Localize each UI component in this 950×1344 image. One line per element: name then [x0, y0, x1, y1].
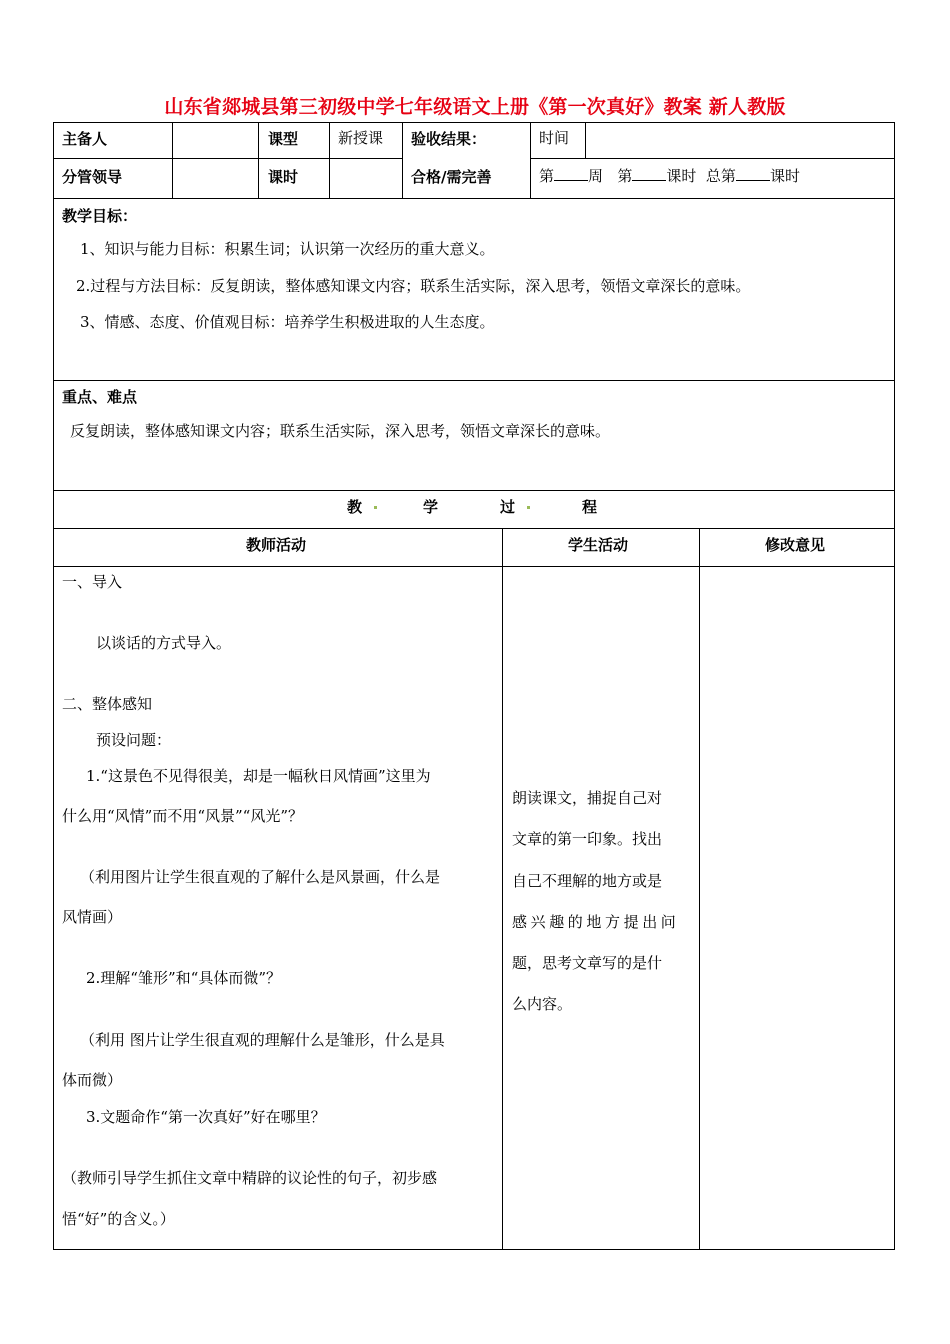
column-header-student: 学生活动 — [568, 536, 629, 554]
column-header-revision: 修改意见 — [765, 536, 826, 554]
schedule-hour-prefix: 第 — [617, 167, 633, 185]
note-3-line: 悟“好”的含义。） — [62, 1210, 175, 1228]
column-header-teacher: 教师活动 — [246, 536, 307, 554]
lesson-type-label: 课型 — [268, 130, 299, 148]
note-1-line: （利用图片让学生很直观的了解什么是风景画，什么是 — [80, 868, 441, 886]
supervisor-label: 分管领导 — [62, 168, 123, 186]
note-2-line: 体而微） — [62, 1071, 123, 1089]
objective-item: 3、情感、态度、价值观目标：培养学生积极进取的人生态度。 — [80, 313, 495, 331]
intro-text: 以谈话的方式导入。 — [96, 634, 232, 652]
question-3: 3.文题命作“第一次真好”好在哪里？ — [86, 1108, 326, 1126]
student-activity-line: 自己不理解的地方或是 — [512, 872, 663, 890]
lead-preparer-label: 主备人 — [62, 130, 108, 148]
student-activity-line: 文章的第一印象。找出 — [512, 830, 663, 848]
student-activity-line: 么内容。 — [512, 995, 573, 1013]
time-label: 时间 — [539, 129, 570, 147]
note-2-line: （利用 图片让学生很直观的理解什么是雏形，什么是具 — [80, 1031, 445, 1049]
student-activity-line: 感兴趣的地方提出问 — [512, 913, 680, 931]
question-1-line: 什么用“风情”而不用“风景”“风光”？ — [62, 807, 304, 825]
section-overall-heading: 二、整体感知 — [62, 695, 153, 713]
process-char: 过 — [500, 498, 516, 516]
lesson-type-value: 新授课 — [338, 129, 384, 147]
schedule-line — [539, 165, 800, 186]
process-char: 教 — [347, 498, 363, 516]
process-heading — [347, 496, 597, 517]
section-intro-heading: 一、导入 — [62, 573, 123, 591]
preset-questions-label: 预设问题： — [96, 731, 172, 749]
student-activity-line: 题，思考文章写的是什 — [512, 954, 663, 972]
class-hours-label: 课时 — [268, 168, 299, 186]
key-points-heading: 重点、难点 — [62, 388, 138, 406]
schedule-hour-suffix: 课时 — [666, 167, 697, 185]
process-char: 程 — [582, 498, 598, 516]
schedule-week-prefix: 第 — [539, 167, 555, 185]
note-1-line: 风情画） — [62, 908, 123, 926]
objectives-heading: 教学目标： — [62, 207, 138, 225]
question-2: 2.理解“雏形”和“具体而微”？ — [86, 969, 281, 987]
schedule-total-suffix: 课时 — [769, 167, 800, 185]
question-1-line: 1.“这景色不见得很美，却是一幅秋日风情画”这里为 — [86, 767, 431, 785]
pass-label: 合格/需完善 — [411, 168, 492, 186]
student-activity-line: 朗读课文，捕捉自己对 — [512, 789, 663, 807]
objective-item: 1、知识与能力目标：积累生词；认识第一次经历的重大意义。 — [80, 240, 495, 258]
document-title: 山东省郯城县第三初级中学七年级语文上册《第一次真好》教案 新人教版 — [164, 96, 786, 118]
note-3-line: （教师引导学生抓住文章中精辟的议论性的句子，初步感 — [62, 1169, 438, 1187]
key-points-text: 反复朗读，整体感知课文内容；联系生活实际，深入思考，领悟文章深长的意味。 — [70, 422, 611, 440]
objective-item: 2.过程与方法目标：反复朗读，整体感知课文内容；联系生活实际，深入思考，领悟文章深长的意味。 — [76, 277, 751, 295]
schedule-week-suffix: 周 — [588, 167, 604, 185]
acceptance-label: 验收结果： — [411, 130, 487, 148]
schedule-total-prefix: 总第 — [705, 167, 736, 185]
process-char: 学 — [423, 498, 439, 516]
